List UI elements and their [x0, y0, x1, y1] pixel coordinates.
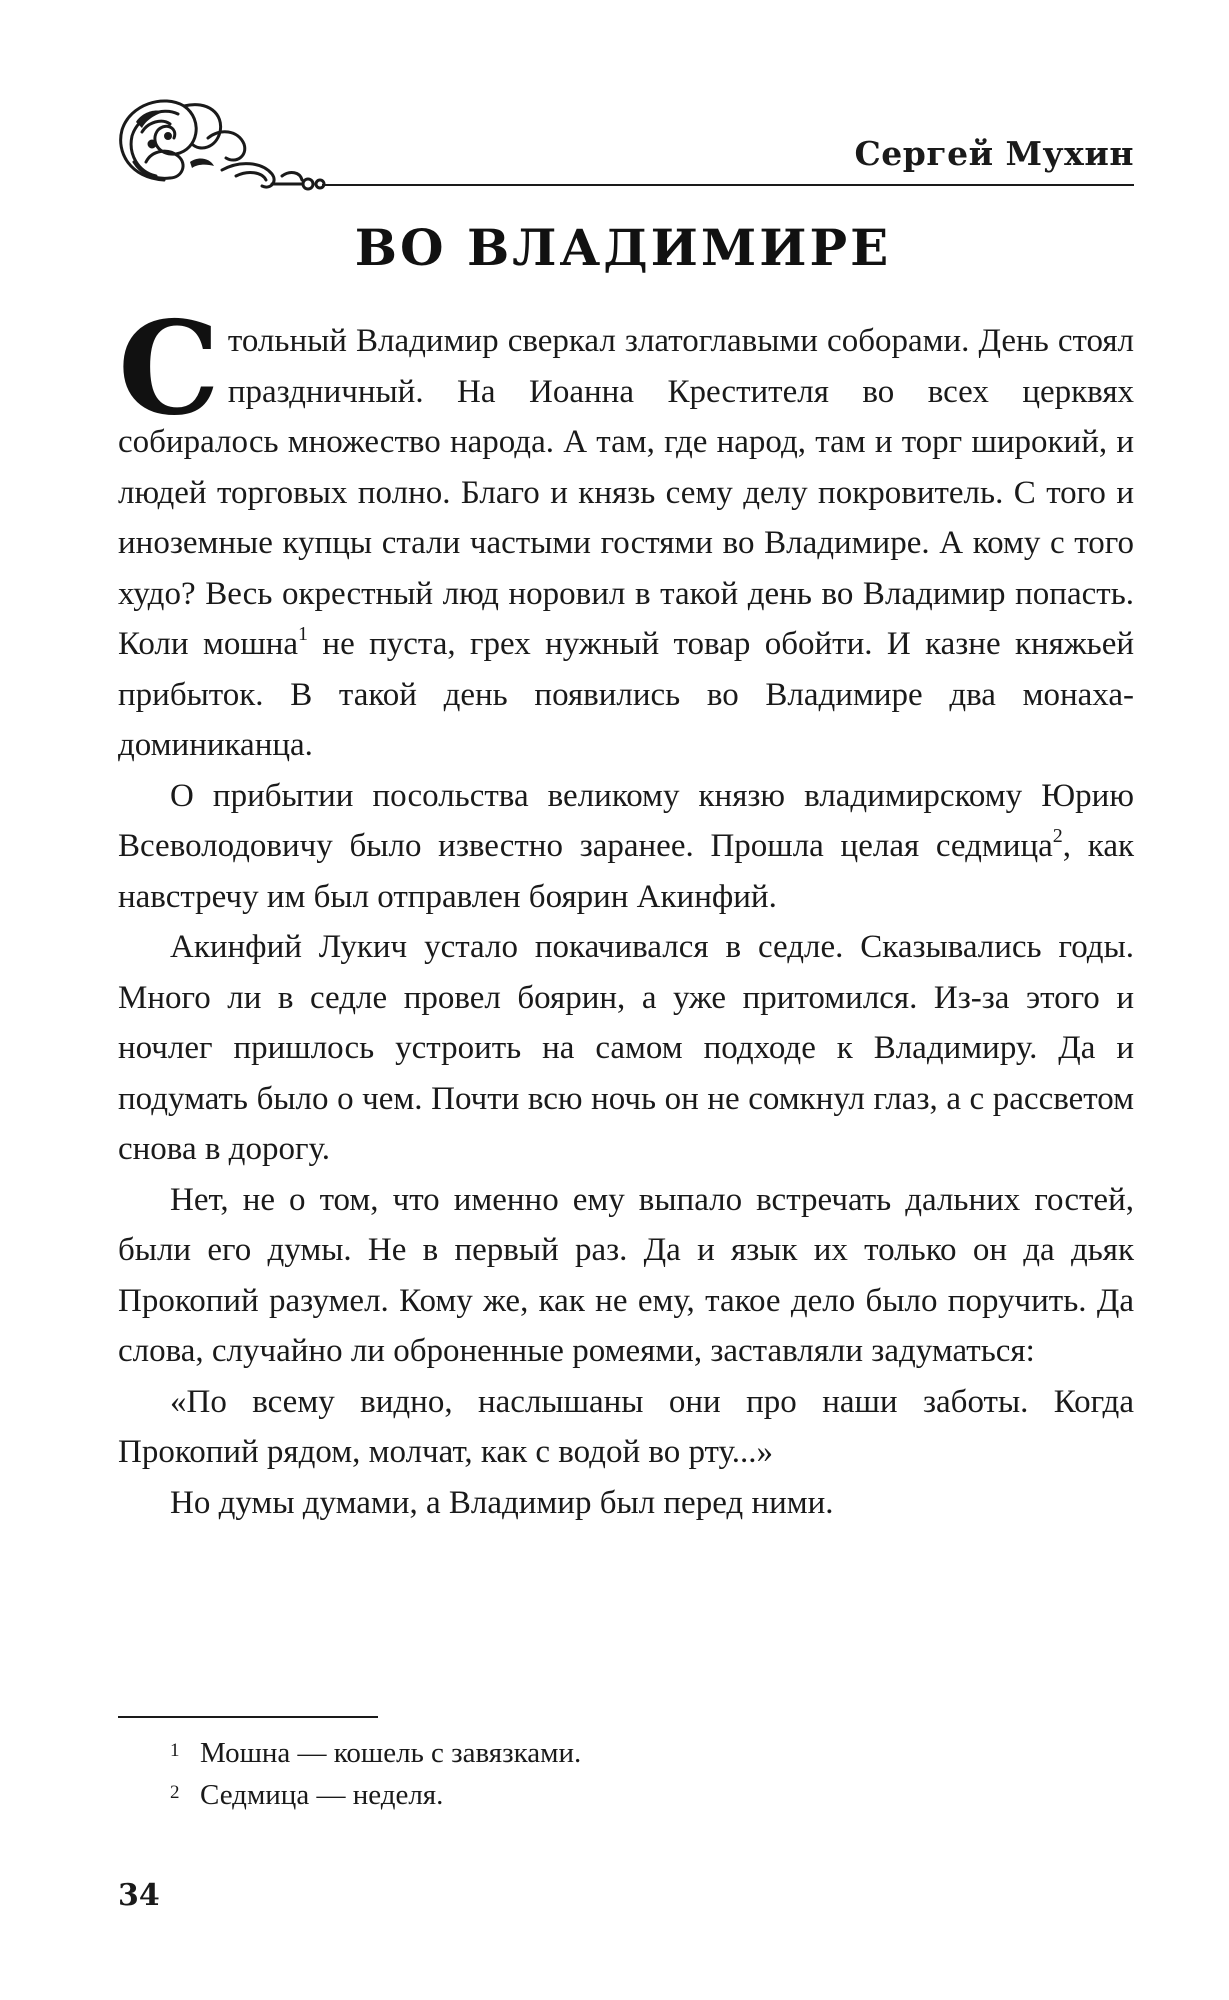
- footnote-item: [118, 1774, 1118, 1816]
- chapter-title: ВО ВЛАДИМИРЕ: [354, 218, 892, 277]
- paragraph-5: «По всему видно, наслышаны они про наши заботы. Когда Прокопий рядом, молчат, как с водой во рту...»: [118, 1383, 1134, 1470]
- paragraph-4: Нет, не о том, что именно ему выпало встречать дальних гостей, были его думы. Не в первый раз. Да и язык их только он да дьяк Прокопий разумел. Кому же, как не ему, такое дело было поручить. Да слова, случайно ли оброненные ромеями, заставляли задуматься:: [118, 1181, 1134, 1369]
- body-text: [118, 294, 1134, 1528]
- footnotes: [118, 1732, 1118, 1816]
- footnote-divider: [118, 1716, 378, 1718]
- celtic-scroll-ornament-icon: [112, 92, 342, 192]
- paragraph-3: Акинфий Лукич устало покачивался в седле. Сказывались годы. Много ли в седле провел боярин, а уже притомился. Из-за этого и ночлег пришлось устроить на самом подходе к Владимиру. Да и подумать было о чем. Почти всю ночь он не сомкнул глаз, а с рассветом снова в дорогу.: [118, 929, 1134, 1167]
- paragraph-1: [118, 294, 1134, 771]
- header-rule: [322, 184, 1134, 186]
- drop-cap: С: [118, 294, 220, 444]
- page-number: 34: [118, 1878, 160, 1913]
- footnote-ref-2[interactable]: 2: [1052, 825, 1063, 847]
- footnote-number: 2: [170, 1782, 180, 1803]
- running-head-author: Сергей Мухин: [854, 134, 1134, 173]
- footnote-item: [118, 1732, 1118, 1774]
- paragraph-1-text-a: тольный Владимир сверкал златоглавыми соборами. День стоял праздничный. На Иоанна Крестителя во всех церквях собиралось множество народа. А там, где народ, там и торг широкий, и людей торговых полно. Благо и князь сему делу покровитель. С того и иноземные купцы стали частыми гостями во Владимире. А кому с того худо? Весь окрестный люд норовил в такой день во Владимир попасть. Коли мошна: [118, 323, 1134, 662]
- footnote-text: Седмица — неделя.: [200, 1779, 444, 1811]
- paragraph-2-text-b: , как навстречу им был отправлен боярин Акинфий.: [118, 828, 1134, 915]
- page-header: [112, 92, 1134, 192]
- paragraph-1-text-b: не пуста, грех нужный товар обойти. И казне княжьей прибыток. В такой день появились во Владимире два монаха-доминиканца.: [118, 626, 1134, 763]
- paragraph-2-text-a: О прибытии посольства великому князю владимирскому Юрию Всеволодовичу было известно заранее. Прошла целая седмица: [118, 777, 1134, 864]
- footnote-number: 1: [170, 1740, 180, 1761]
- footnote-text: Мошна — кошель с завязками.: [200, 1737, 582, 1769]
- paragraph-6: Но думы думами, а Владимир был перед ними.: [170, 1484, 834, 1521]
- footnote-ref-1[interactable]: 1: [298, 623, 309, 645]
- paragraph-2: [118, 771, 1134, 923]
